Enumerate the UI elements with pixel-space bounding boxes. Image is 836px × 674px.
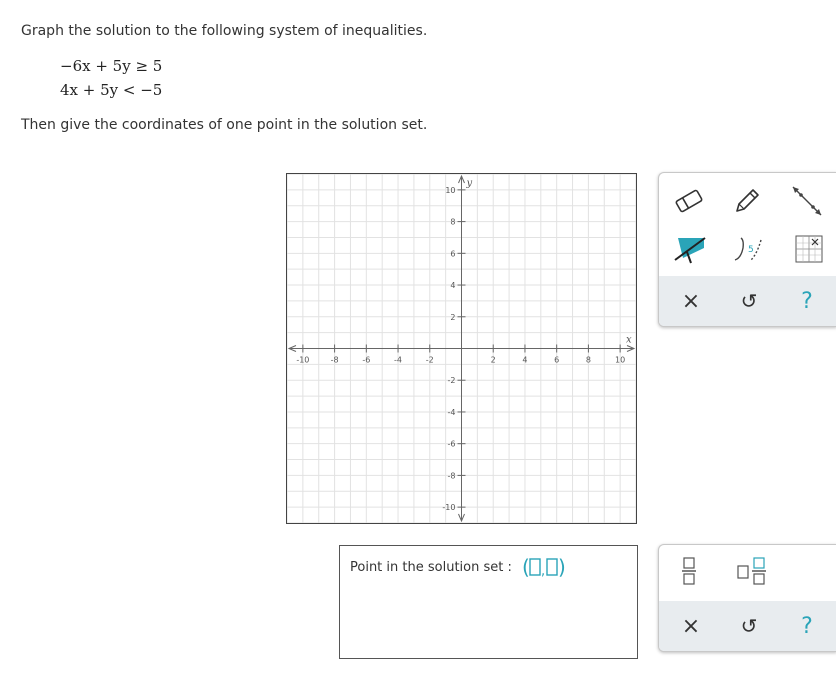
y-tick-label: 4 [450, 281, 456, 291]
clear-icon: × [681, 613, 701, 639]
x-coordinate-input[interactable] [530, 559, 540, 575]
inequality-1: −6x + 5y ≥ 5 [60, 57, 163, 75]
graph-toolbox [658, 172, 836, 327]
svg-text:5: 5 [748, 245, 754, 255]
mixed-number-icon [736, 556, 770, 586]
y-axis-label: y [466, 178, 473, 189]
curve-tool-icon [731, 234, 767, 264]
answer-action-bar [659, 601, 836, 651]
clear-button[interactable] [663, 601, 719, 651]
eraser-icon [673, 187, 705, 215]
fraction-button[interactable] [667, 551, 711, 591]
y-tick-label: 10 [445, 185, 456, 195]
clear-icon: × [681, 288, 701, 314]
answer-toolbox [658, 544, 836, 652]
coordinate-plane[interactable] [287, 174, 636, 523]
x-tick-label: -2 [425, 355, 434, 365]
y-tick-label: -8 [447, 471, 456, 481]
x-ticks [296, 345, 625, 365]
help-button[interactable] [779, 276, 835, 326]
x-tick-label: 6 [554, 355, 560, 365]
eraser-tool-button[interactable] [667, 181, 711, 221]
line-tool-icon [789, 183, 825, 219]
y-tick-label: 8 [450, 217, 456, 227]
undo-button[interactable] [721, 276, 777, 326]
help-icon: ? [801, 288, 813, 314]
x-axis-label: x [626, 334, 632, 346]
curve-tool-button[interactable] [727, 229, 771, 269]
answer-box [339, 545, 638, 659]
x-tick-label: -8 [330, 355, 339, 365]
graph-canvas[interactable] [286, 173, 637, 524]
problem-followup: Then give the coordinates of one point in the solution set. [21, 117, 428, 133]
y-tick-label: -4 [447, 407, 456, 417]
problem-prompt: Graph the solution to the following system of inequalities. [21, 23, 428, 39]
shade-region-icon [673, 234, 709, 264]
graph-action-bar [659, 276, 836, 326]
open-paren: ( [522, 555, 530, 579]
y-tick-label: -6 [447, 439, 456, 449]
undo-icon: ↺ [740, 614, 758, 638]
close-paren: ) [558, 555, 566, 579]
clear-button[interactable] [663, 276, 719, 326]
x-tick-label: -6 [362, 355, 371, 365]
y-tick-label: 2 [450, 312, 456, 322]
help-icon: ? [801, 613, 813, 639]
comma: , [541, 564, 546, 579]
mixed-number-button[interactable] [731, 551, 775, 591]
x-tick-label: -10 [296, 355, 310, 365]
y-tick-label: 6 [450, 249, 456, 259]
axes [289, 176, 634, 521]
undo-icon: ↺ [740, 289, 758, 313]
answer-label: Point in the solution set : [350, 560, 512, 575]
x-tick-label: 2 [490, 355, 496, 365]
help-button[interactable] [779, 601, 835, 651]
undo-button[interactable] [721, 601, 777, 651]
shade-region-button[interactable] [669, 229, 713, 269]
line-tool-button[interactable] [785, 181, 829, 221]
fraction-icon [679, 556, 699, 586]
x-tick-label: 4 [522, 355, 528, 365]
y-coordinate-input[interactable] [547, 559, 557, 575]
y-tick-label: -10 [442, 503, 456, 513]
y-tick-label: -2 [447, 376, 456, 386]
pencil-icon [731, 185, 763, 217]
x-tick-label: 10 [615, 355, 626, 365]
pencil-tool-button[interactable] [725, 181, 769, 221]
x-tick-label: 8 [585, 355, 591, 365]
inequality-2: 4x + 5y < −5 [60, 81, 163, 99]
x-tick-label: -4 [394, 355, 403, 365]
grid-settings-button[interactable] [787, 229, 831, 269]
coordinate-input[interactable] [522, 554, 568, 580]
grid-settings-icon [794, 234, 824, 264]
